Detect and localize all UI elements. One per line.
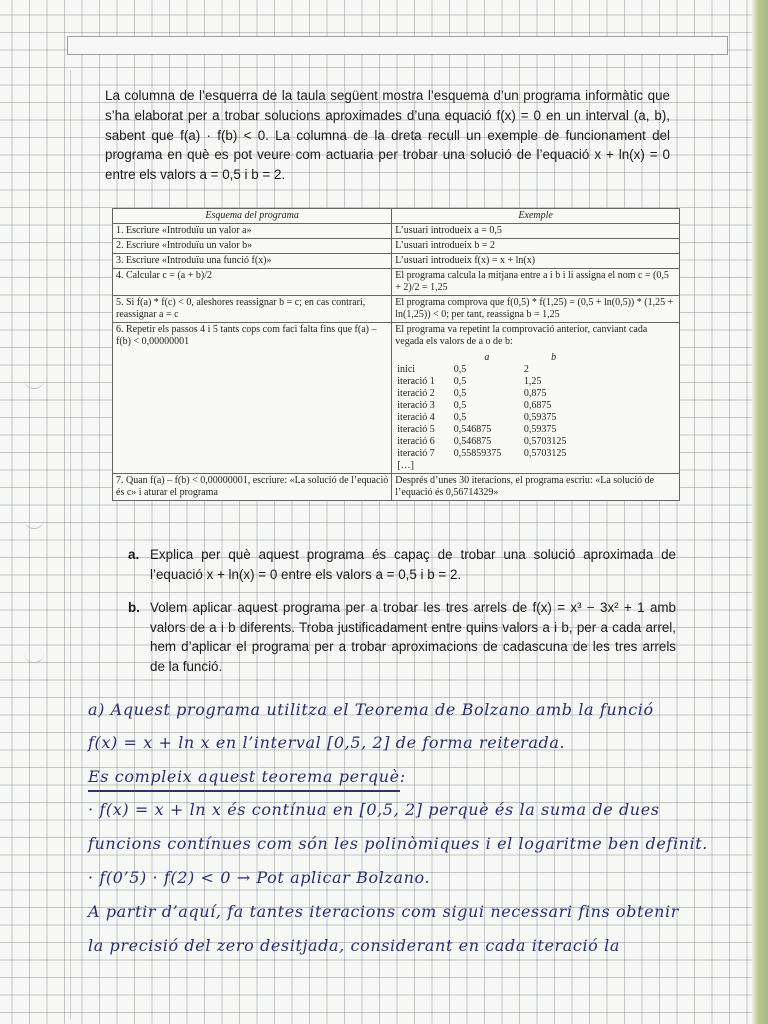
problem-statement: La columna de l’esquerra de la taula següent mostra l’esquema d’un programa informàtic que s’ha elaborat per a trobar solucions aproximades d’una equació f(x) = 0 en un interval (a, b), sabent que f(a) · f(b) < 0. La columna de la dreta recull un exemple de funcionament del programa en què es pot veure com actuaria per trobar una solució de l’equació x + ln(x) = 0 entre els valors a = 0,5 i b = 2. xyxy=(105,88,670,183)
handwritten-answer-line: f(x) = x + ln x en l’interval [0,5, 2] de forma reiterada. xyxy=(88,733,566,752)
program-step: 7. Quan f(a) – f(b) < 0,00000001, escriure: «La solució de l’equació és c» i aturar el programa xyxy=(113,474,392,501)
iteration-a xyxy=(452,460,522,472)
iteration-label: iteració 7 xyxy=(397,448,435,459)
iteration-b: 1,25 xyxy=(523,376,542,387)
iteration-b: 0,59375 xyxy=(523,424,557,435)
iteration-b xyxy=(522,460,585,472)
program-step: 4. Calcular c = (a + b)/2 xyxy=(113,269,392,296)
iteration-row xyxy=(395,412,585,424)
iteration-row xyxy=(395,460,585,472)
question-a xyxy=(128,545,676,584)
iteration-b: 0,59375 xyxy=(523,412,557,423)
iteration-a: 0,5 xyxy=(453,412,467,423)
handwritten-answer-line: · f(x) = x + ln x és contínua en [0,5, 2] perquè és la suma de dues xyxy=(88,800,660,819)
example-step: El programa calcula la mitjana entre a i b i li assigna el nom c = (0,5 + 2)/2 = 1,25 xyxy=(392,269,680,296)
table-row xyxy=(113,296,680,323)
program-step: 3. Escriure «Introduïu una funció f(x)» xyxy=(113,254,392,269)
left-margin-line xyxy=(70,70,71,1020)
example-step: L’usuari introdueix b = 2 xyxy=(392,239,680,254)
iteration-row xyxy=(395,436,585,448)
iteration-label: iteració 4 xyxy=(397,412,435,423)
table-row xyxy=(113,254,680,269)
question-b-label: b. xyxy=(128,600,140,615)
header-program-scheme: Esquema del programa xyxy=(113,209,392,224)
question-a-text: Explica per què aquest programa és capaç de trobar una solució aproximada de l’equació x + ln(x) = 0 entre els valors a = 0,5 i b = 2. xyxy=(150,547,676,582)
iteration-header-b: b xyxy=(551,352,557,363)
header-example: Exemple xyxy=(392,209,680,224)
handwritten-answer-line: la precisió del zero desitjada, considerant en cada iteració la xyxy=(88,936,620,955)
program-step: 5. Si f(a) * f(c) < 0, aleshores reassignar b = c; en cas contrari, reassignar a = c xyxy=(113,296,392,323)
program-step: 6. Repetir els passos 4 i 5 tants cops com faci falta fins que f(a) – f(b) < 0,00000001 xyxy=(113,323,392,474)
iteration-row xyxy=(395,448,585,460)
question-b xyxy=(128,598,676,676)
iteration-intro: El programa va repetint la comprovació anterior, canviant cada vegada els valors de a o de b: xyxy=(395,324,648,347)
handwritten-answer-line: Es compleix aquest teorema perquè: xyxy=(88,767,406,786)
iteration-row xyxy=(395,376,585,388)
table-row xyxy=(113,323,680,474)
program-step: 2. Escriure «Introduïu un valor b» xyxy=(113,239,392,254)
iteration-table xyxy=(395,352,585,472)
iteration-label: iteració 2 xyxy=(397,388,435,399)
iteration-row xyxy=(395,424,585,436)
table-row xyxy=(113,239,680,254)
iteration-header-a: a xyxy=(484,352,490,363)
iteration-b: 0,5703125 xyxy=(523,448,567,459)
iteration-a: 0,5 xyxy=(453,364,467,375)
iteration-b: 0,875 xyxy=(523,388,547,399)
name-header-box xyxy=(67,36,728,55)
iteration-a: 0,5 xyxy=(453,388,467,399)
handwritten-answer-line: a) Aquest programa utilitza el Teorema de Bolzano amb la funció xyxy=(88,700,654,719)
iteration-a: 0,5 xyxy=(453,376,467,387)
iteration-label: iteració 6 xyxy=(397,436,435,447)
table-header-row xyxy=(113,209,680,224)
example-step: El programa comprova que f(0,5) * f(1,25) = (0,5 + ln(0,5)) * (1,25 + ln(1,25)) < 0; per tant, reassigna b = 1,25 xyxy=(392,296,680,323)
example-step: Després d’unes 30 iteracions, el programa escriu: «La solució de l’equació és 0,56714329» xyxy=(392,474,680,501)
iteration-row xyxy=(395,400,585,412)
iteration-label: iteració 5 xyxy=(397,424,435,435)
iteration-label: inici xyxy=(397,364,416,375)
program-step: 1. Escriure «Introduïu un valor a» xyxy=(113,224,392,239)
example-step: L’usuari introdueix a = 0,5 xyxy=(392,224,680,239)
handwritten-answer-line: · f(0’5) · f(2) < 0 → Pot aplicar Bolzano. xyxy=(88,868,431,887)
iteration-a: 0,546875 xyxy=(453,436,492,447)
iteration-label: iteració 1 xyxy=(397,376,435,387)
question-b-text: Volem aplicar aquest programa per a trobar les tres arrels de f(x) = x³ − 3x² + 1 amb valors de a i b diferents. Troba justificadament entre quins valors a i b, per a cada arrel, hem d’aplicar el programa per a trobar aproximacions de cadascuna de les tres arrels de la funció. xyxy=(150,600,676,674)
iteration-b: 2 xyxy=(523,364,529,375)
table-row xyxy=(113,269,680,296)
example-step: L’usuari introdueix f(x) = x + ln(x) xyxy=(392,254,680,269)
handwritten-answer-line: funcions contínues com són les polinòmiques i el logaritme ben definit. xyxy=(88,834,708,853)
iteration-b: 0,5703125 xyxy=(523,436,567,447)
iteration-row xyxy=(395,364,585,376)
program-table xyxy=(112,208,680,501)
table-row xyxy=(113,474,680,501)
iteration-a: 0,55859375 xyxy=(453,448,502,459)
iteration-label: […] xyxy=(397,460,414,471)
iteration-row xyxy=(395,388,585,400)
iteration-a: 0,546875 xyxy=(453,424,492,435)
question-a-label: a. xyxy=(128,547,140,562)
iteration-a: 0,5 xyxy=(453,400,467,411)
table-row xyxy=(113,224,680,239)
iteration-label: iteració 3 xyxy=(397,400,435,411)
handwritten-underline xyxy=(88,790,400,792)
handwritten-answer-line: A partir d’aquí, fa tantes iteracions com sigui necessari fins obtenir xyxy=(88,902,680,921)
iteration-b: 0,6875 xyxy=(523,400,552,411)
example-step-iterations xyxy=(392,323,680,474)
